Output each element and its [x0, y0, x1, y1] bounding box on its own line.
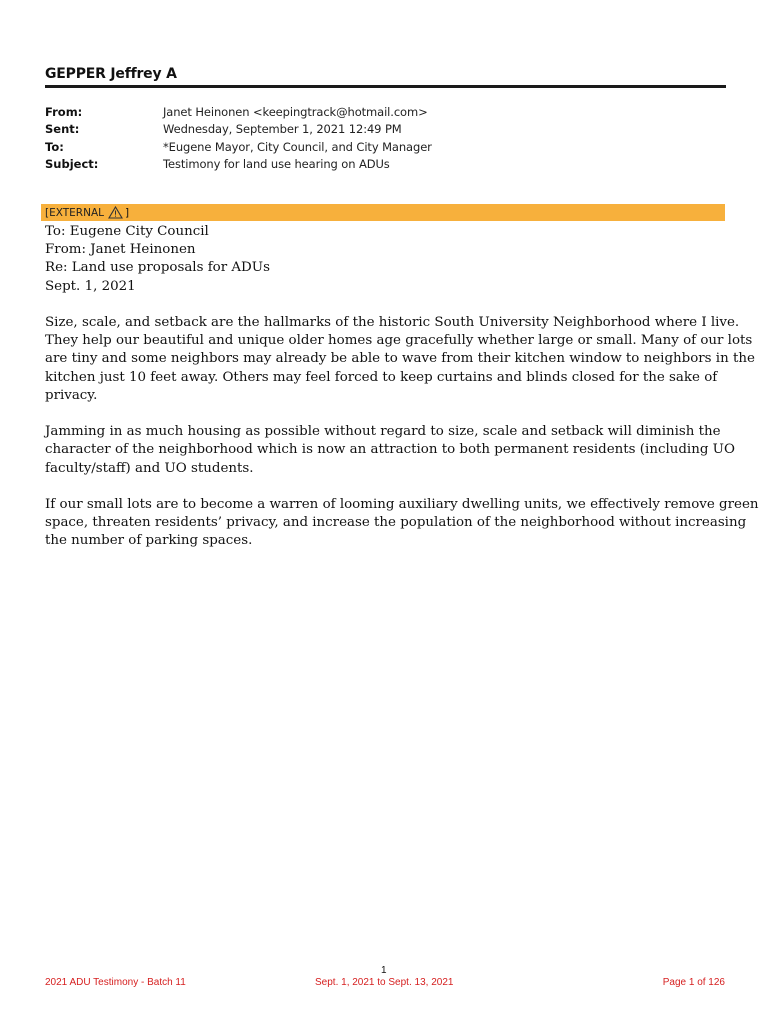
- meta-subject-value: Testimony for land use hearing on ADUs: [163, 157, 390, 172]
- warning-icon: [108, 206, 123, 219]
- meta-subject-row: [45, 156, 432, 174]
- meta-from-label: From:: [45, 104, 83, 119]
- page-number: 1: [381, 965, 387, 976]
- meta-sent-label: Sent:: [45, 122, 80, 137]
- sender-name: GEPPER Jeffrey A: [45, 66, 177, 82]
- meta-to-row: [45, 138, 432, 156]
- meta-subject-label: Subject:: [45, 157, 99, 172]
- body-line: space, threaten residents’ privacy, and increase the population of the neighborhood without increasing: [45, 515, 747, 531]
- email-body: [45, 223, 759, 569]
- meta-to-value: *Eugene Mayor, City Council, and City Manager: [163, 139, 432, 154]
- meta-from-row: [45, 103, 432, 121]
- body-line: kitchen just 10 feet away. Others may feel forced to keep curtains and blinds closed for the sake of: [45, 369, 718, 385]
- email-meta: [45, 103, 432, 173]
- body-line: are tiny and some neighbors may already be able to wave from their kitchen window to neighbors in the: [45, 351, 755, 367]
- paragraph-3: [45, 496, 759, 551]
- address-line: To: Eugene City Council: [45, 224, 209, 239]
- footer-page-count: Page 1 of 126: [662, 977, 725, 988]
- footer-batch-label: 2021 ADU Testimony - Batch 11: [45, 977, 186, 988]
- meta-to-label: To:: [45, 139, 64, 154]
- address-line: Sept. 1, 2021: [45, 278, 136, 294]
- meta-sent-value: Wednesday, September 1, 2021 12:49 PM: [163, 122, 402, 137]
- body-line: the number of parking spaces.: [45, 533, 253, 549]
- body-line: If our small lots are to become a warren of looming auxiliary dwelling units, we effectively remove green: [45, 497, 759, 512]
- address-line: Re: Land use proposals for ADUs: [45, 260, 270, 276]
- body-line: They help our beautiful and unique older homes age gracefully whether large or small. Many of our lots: [45, 333, 753, 349]
- address-block: [45, 223, 725, 296]
- external-banner-close: ]: [124, 206, 130, 219]
- meta-from-value: Janet Heinonen <keepingtrack@hotmail.com>: [163, 104, 428, 119]
- body-line: character of the neighborhood which is now an attraction to both permanent residents (including UO: [45, 442, 735, 458]
- body-line: privacy.: [45, 387, 98, 403]
- address-line: From: Janet Heinonen: [45, 242, 196, 258]
- body-line: Size, scale, and setback are the hallmarks of the historic South University Neighborhood where I live.: [45, 315, 740, 330]
- footer-date-range: Sept. 1, 2021 to Sept. 13, 2021: [315, 977, 454, 988]
- meta-sent-row: [45, 121, 432, 139]
- body-line: faculty/staff) and UO students.: [45, 460, 254, 476]
- header-rule: [45, 85, 726, 88]
- external-banner-open: [EXTERNAL: [45, 206, 104, 219]
- paragraph-1: [45, 314, 755, 405]
- paragraph-2: [45, 423, 735, 478]
- external-banner: [41, 204, 725, 221]
- body-line: Jamming in as much housing as possible without regard to size, scale and setback will diminish the: [45, 424, 721, 440]
